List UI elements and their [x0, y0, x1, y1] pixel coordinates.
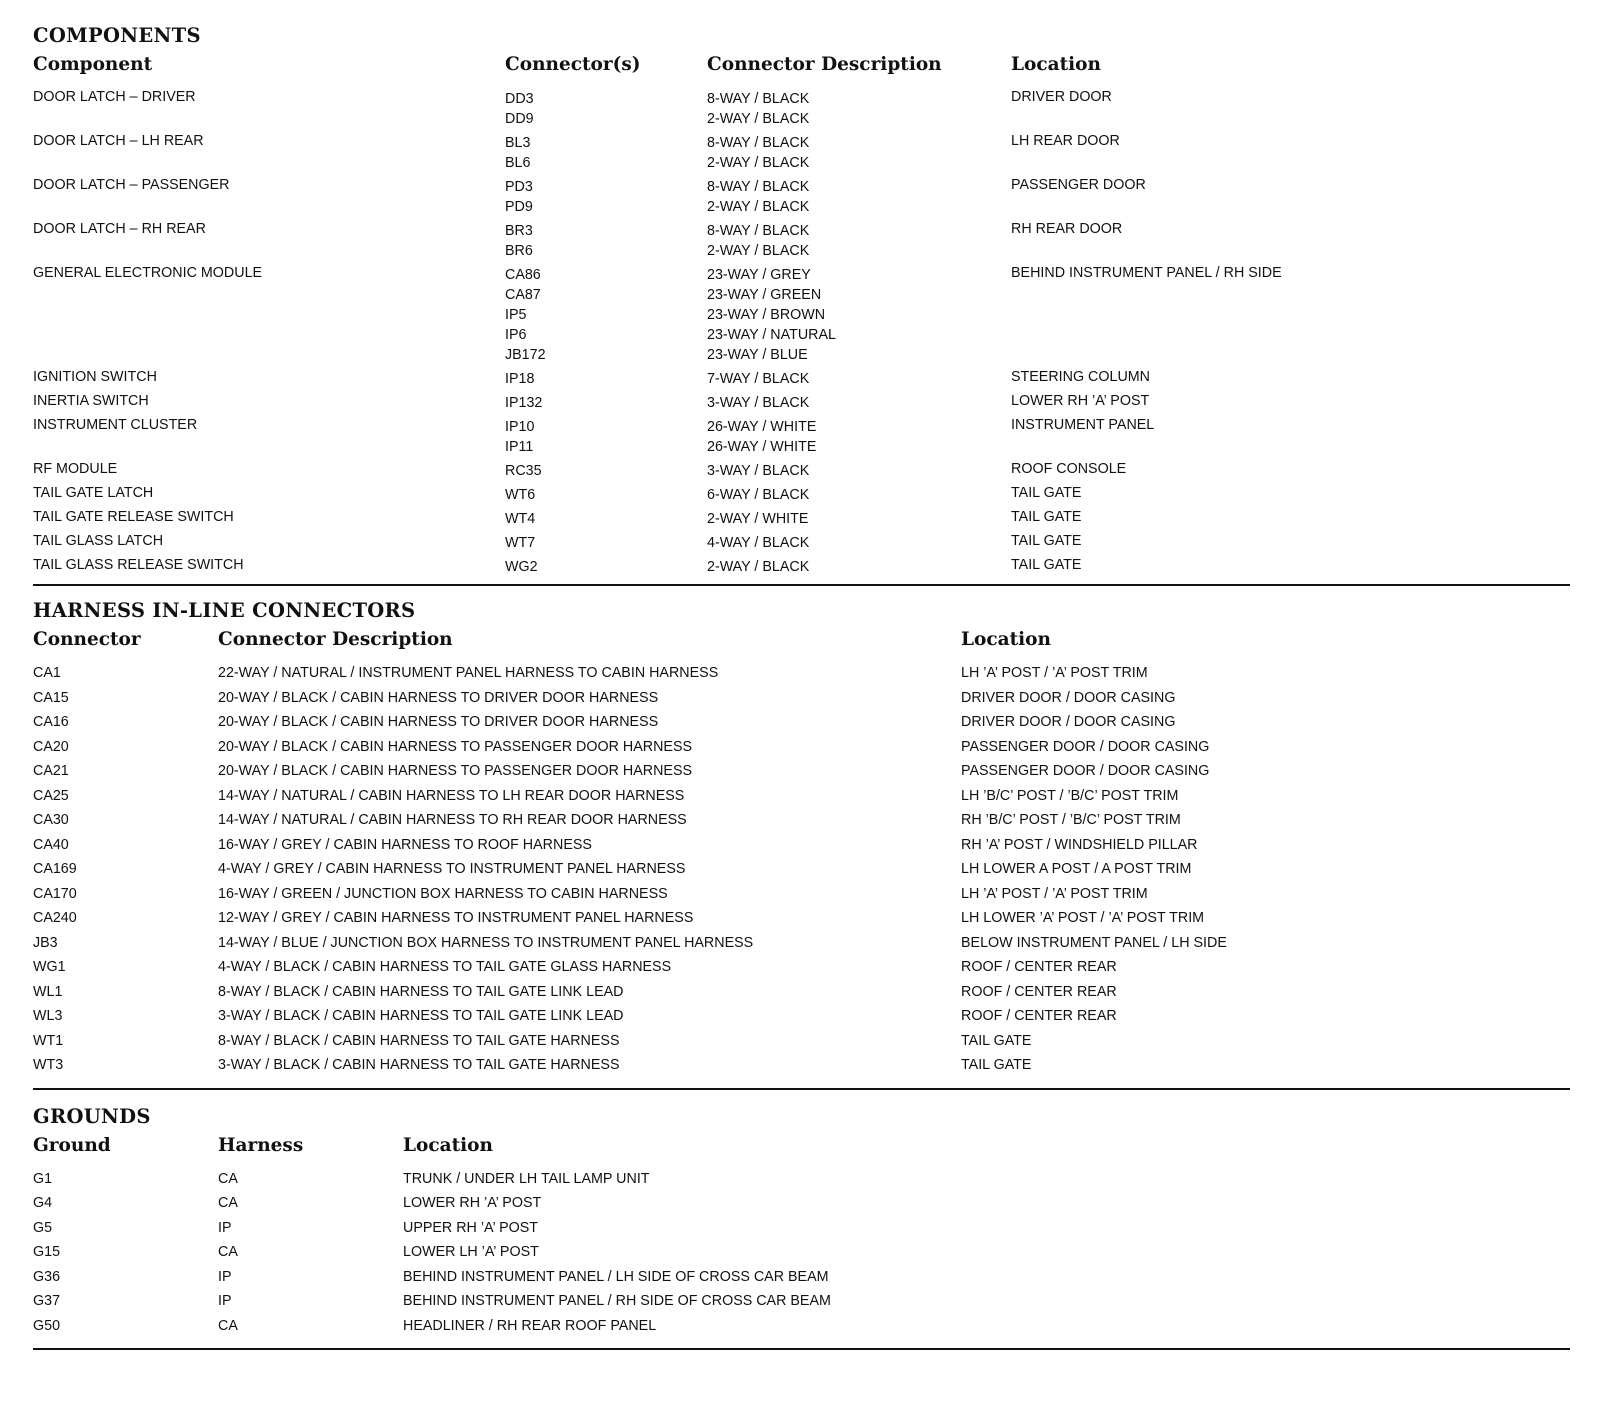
- connector-column-header: Connector: [33, 629, 141, 650]
- connector-description: 4-WAY / GREY / CABIN HARNESS TO INSTRUMENT PANEL HARNESS: [218, 861, 686, 877]
- description-list: [707, 485, 809, 505]
- connector-location: LH LOWER ’A’ POST / ’A’ POST TRIM: [961, 910, 1205, 926]
- connector-location: ROOF / CENTER REAR: [961, 1008, 1117, 1024]
- harness-row: [33, 1057, 1570, 1082]
- component-name: TAIL GATE LATCH: [33, 485, 154, 501]
- harness-row: [33, 910, 1570, 935]
- component-location: ROOF CONSOLE: [1011, 461, 1127, 477]
- connector-id: CA40: [33, 836, 69, 853]
- harness-row: [33, 812, 1570, 837]
- connector-id: IP6: [505, 327, 527, 343]
- component-name: INERTIA SWITCH: [33, 393, 149, 409]
- ground-location: UPPER RH ’A’ POST: [403, 1219, 539, 1236]
- connector-list: [505, 509, 535, 529]
- ground-row: [33, 1269, 1570, 1294]
- harness-row: [33, 935, 1570, 960]
- ground-location-column-header: Location: [403, 1134, 493, 1156]
- connector-description: 2-WAY / WHITE: [707, 511, 809, 527]
- description-list: [707, 265, 836, 365]
- location-column-header: Location: [1011, 54, 1101, 75]
- connector-description: 3-WAY / BLACK / CABIN HARNESS TO TAIL GATE HARNESS: [218, 1057, 620, 1073]
- connector-description: 23-WAY / GREY: [707, 267, 811, 283]
- grounds-title: GROUNDS: [33, 1104, 151, 1128]
- component-location: DRIVER DOOR: [1011, 89, 1112, 105]
- ground-location: LOWER RH ’A’ POST: [403, 1195, 542, 1211]
- connectors-column-header: Connector(s): [505, 54, 641, 75]
- connector-id: DD9: [505, 111, 534, 127]
- component-row: [33, 221, 1570, 265]
- connector-id: CA25: [33, 787, 69, 804]
- ground-location: TRUNK / UNDER LH TAIL LAMP UNIT: [403, 1170, 650, 1187]
- harness-row: [33, 837, 1570, 862]
- connector-list: [505, 557, 538, 577]
- harness-row: [33, 959, 1570, 984]
- component-name: GENERAL ELECTRONIC MODULE: [33, 265, 263, 281]
- component-name: IGNITION SWITCH: [33, 369, 157, 385]
- document-page: [33, 24, 1570, 1350]
- harness-table-body: [33, 665, 1570, 1082]
- ground-row: [33, 1220, 1570, 1245]
- connector-id: PD3: [505, 179, 533, 195]
- connector-description: 26-WAY / WHITE: [707, 439, 817, 455]
- component-location: LOWER RH ’A’ POST: [1011, 393, 1150, 409]
- harness-row: [33, 739, 1570, 764]
- ground-row: [33, 1244, 1570, 1269]
- component-location: TAIL GATE: [1011, 533, 1082, 549]
- connector-list: [505, 417, 534, 457]
- component-location: INSTRUMENT PANEL: [1011, 417, 1155, 433]
- connector-list: [505, 177, 533, 217]
- description-list: [707, 461, 809, 481]
- connector-list: [505, 369, 534, 389]
- connector-id: WT4: [505, 511, 536, 527]
- connector-description: 8-WAY / BLACK / CABIN HARNESS TO TAIL GATE LINK LEAD: [218, 983, 624, 1000]
- harness-title: HARNESS IN-LINE CONNECTORS: [33, 599, 416, 622]
- connector-id: WG1: [33, 959, 66, 975]
- ground-column-header: Ground: [33, 1134, 111, 1156]
- connector-id: WG2: [505, 559, 538, 575]
- ground-location: HEADLINER / RH REAR ROOF PANEL: [403, 1317, 657, 1334]
- connector-location: BELOW INSTRUMENT PANEL / LH SIDE: [961, 934, 1227, 951]
- component-row: [33, 133, 1570, 177]
- connector-id: CA15: [33, 689, 69, 706]
- connector-list: [505, 461, 542, 481]
- connector-id: JB3: [33, 934, 58, 951]
- components-title: COMPONENTS: [33, 24, 201, 47]
- ground-row: [33, 1293, 1570, 1318]
- component-location: RH REAR DOOR: [1011, 221, 1123, 237]
- connector-id: WT3: [33, 1057, 64, 1073]
- component-row: [33, 369, 1570, 393]
- component-row: [33, 177, 1570, 221]
- connector-description: 23-WAY / NATURAL: [707, 327, 836, 343]
- description-list: [707, 369, 809, 389]
- component-row: [33, 509, 1570, 533]
- ground-id: G5: [33, 1219, 53, 1236]
- connector-description: 8-WAY / BLACK: [707, 223, 810, 239]
- connector-list: [505, 533, 535, 553]
- connector-id: PD9: [505, 199, 533, 215]
- connector-id: CA86: [505, 267, 541, 283]
- component-location: PASSENGER DOOR: [1011, 177, 1146, 193]
- connector-id: CA21: [33, 763, 69, 779]
- connector-location: DRIVER DOOR / DOOR CASING: [961, 689, 1176, 706]
- connector-description: 14-WAY / NATURAL / CABIN HARNESS TO RH REAR DOOR HARNESS: [218, 812, 687, 828]
- component-row: [33, 417, 1570, 461]
- connector-id: IP5: [505, 307, 527, 323]
- ground-location: LOWER LH ’A’ POST: [403, 1244, 539, 1260]
- connector-description: 16-WAY / GREY / CABIN HARNESS TO ROOF HARNESS: [218, 836, 592, 853]
- ground-harness: IP: [218, 1268, 232, 1285]
- description-list: [707, 89, 809, 129]
- connector-location: LH ’B/C’ POST / ’B/C’ POST TRIM: [961, 787, 1179, 804]
- component-row: [33, 265, 1570, 369]
- harness-description-column-header: Connector Description: [218, 629, 453, 650]
- component-name: TAIL GATE RELEASE SWITCH: [33, 509, 234, 525]
- connector-list: [505, 133, 530, 173]
- connector-description: 6-WAY / BLACK: [707, 487, 810, 503]
- connector-id: CA240: [33, 910, 77, 926]
- connector-id: BR3: [505, 223, 533, 239]
- component-name: DOOR LATCH – PASSENGER: [33, 177, 230, 193]
- ground-location: BEHIND INSTRUMENT PANEL / RH SIDE OF CROSS CAR BEAM: [403, 1293, 831, 1309]
- description-list: [707, 221, 809, 261]
- components-header-row: [33, 48, 1570, 82]
- connector-description: 2-WAY / BLACK: [707, 111, 810, 127]
- connector-id: BR6: [505, 243, 533, 259]
- ground-row: [33, 1171, 1570, 1196]
- connector-id: JB172: [505, 347, 546, 363]
- components-table-body: [33, 89, 1570, 581]
- connector-id: IP11: [505, 439, 534, 455]
- connector-description: 4-WAY / BLACK: [707, 535, 810, 551]
- description-list: [707, 177, 809, 217]
- connector-location: PASSENGER DOOR / DOOR CASING: [961, 738, 1210, 755]
- connector-location: ROOF / CENTER REAR: [961, 983, 1117, 1000]
- harness-row: [33, 665, 1570, 690]
- connector-location: ROOF / CENTER REAR: [961, 959, 1117, 975]
- ground-id: G15: [33, 1244, 61, 1260]
- component-name: RF MODULE: [33, 461, 118, 477]
- description-list: [707, 509, 808, 529]
- component-row: [33, 461, 1570, 485]
- connector-description: 4-WAY / BLACK / CABIN HARNESS TO TAIL GATE GLASS HARNESS: [218, 959, 672, 975]
- component-name: TAIL GLASS LATCH: [33, 533, 164, 549]
- connector-location: LH ’A’ POST / ’A’ POST TRIM: [961, 885, 1148, 902]
- harness-row: [33, 861, 1570, 886]
- connector-description: 20-WAY / BLACK / CABIN HARNESS TO PASSENGER DOOR HARNESS: [218, 738, 693, 755]
- ground-location: BEHIND INSTRUMENT PANEL / LH SIDE OF CROSS CAR BEAM: [403, 1268, 829, 1285]
- ground-id: G36: [33, 1268, 61, 1285]
- harness-row: [33, 1033, 1570, 1058]
- harness-column-header: Harness: [218, 1134, 304, 1156]
- connector-description: 2-WAY / BLACK: [707, 155, 810, 171]
- connector-id: WL3: [33, 1008, 63, 1024]
- connector-id: DD3: [505, 91, 534, 107]
- description-list: [707, 533, 809, 553]
- connector-description: 20-WAY / BLACK / CABIN HARNESS TO DRIVER DOOR HARNESS: [218, 714, 659, 730]
- component-row: [33, 393, 1570, 417]
- component-location: TAIL GATE: [1011, 485, 1082, 501]
- connector-id: CA169: [33, 861, 77, 877]
- ground-id: G37: [33, 1293, 61, 1309]
- description-list: [707, 417, 816, 457]
- connector-location: RH ’A’ POST / WINDSHIELD PILLAR: [961, 836, 1198, 853]
- connector-description: 23-WAY / BROWN: [707, 307, 826, 323]
- connector-description: 20-WAY / BLACK / CABIN HARNESS TO PASSENGER DOOR HARNESS: [218, 763, 693, 779]
- connector-description: 23-WAY / GREEN: [707, 287, 822, 303]
- connector-id: BL6: [505, 155, 531, 171]
- section-divider: [33, 1348, 1570, 1350]
- ground-harness: CA: [218, 1170, 238, 1187]
- description-list: [707, 557, 809, 577]
- connector-description: 23-WAY / BLUE: [707, 347, 808, 363]
- connector-description: 12-WAY / GREY / CABIN HARNESS TO INSTRUMENT PANEL HARNESS: [218, 910, 694, 926]
- connector-list: [505, 393, 542, 413]
- connector-description: 3-WAY / BLACK / CABIN HARNESS TO TAIL GATE LINK LEAD: [218, 1008, 624, 1024]
- connector-id: CA20: [33, 738, 69, 755]
- connector-description: 2-WAY / BLACK: [707, 199, 810, 215]
- connector-description: 26-WAY / WHITE: [707, 419, 817, 435]
- connector-description: 20-WAY / BLACK / CABIN HARNESS TO DRIVER DOOR HARNESS: [218, 689, 659, 706]
- component-name: DOOR LATCH – LH REAR: [33, 133, 204, 149]
- component-name: DOOR LATCH – RH REAR: [33, 221, 206, 237]
- connector-id: WL1: [33, 983, 63, 1000]
- component-location: TAIL GATE: [1011, 557, 1082, 573]
- harness-row: [33, 714, 1570, 739]
- ground-harness: CA: [218, 1195, 238, 1211]
- connector-description-column-header: Connector Description: [707, 54, 942, 75]
- connector-id: BL3: [505, 135, 531, 151]
- connector-id: CA1: [33, 665, 61, 681]
- ground-harness: IP: [218, 1293, 232, 1309]
- connector-description: 8-WAY / BLACK: [707, 135, 810, 151]
- connector-location: TAIL GATE: [961, 1057, 1032, 1073]
- connector-description: 3-WAY / BLACK: [707, 395, 810, 411]
- connector-id: WT6: [505, 487, 536, 503]
- component-column-header: Component: [33, 54, 153, 75]
- harness-row: [33, 788, 1570, 813]
- component-name: INSTRUMENT CLUSTER: [33, 417, 198, 433]
- ground-row: [33, 1318, 1570, 1343]
- harness-header-row: [33, 623, 1570, 657]
- component-row: [33, 533, 1570, 557]
- component-row: [33, 485, 1570, 509]
- connector-description: 22-WAY / NATURAL / INSTRUMENT PANEL HARNESS TO CABIN HARNESS: [218, 665, 719, 681]
- harness-location-column-header: Location: [961, 629, 1051, 650]
- harness-row: [33, 1008, 1570, 1033]
- connector-location: LH LOWER A POST / A POST TRIM: [961, 861, 1192, 877]
- connector-description: 8-WAY / BLACK / CABIN HARNESS TO TAIL GATE HARNESS: [218, 1032, 620, 1049]
- component-location: LH REAR DOOR: [1011, 133, 1120, 149]
- connector-location: PASSENGER DOOR / DOOR CASING: [961, 763, 1210, 779]
- connector-description: 14-WAY / BLUE / JUNCTION BOX HARNESS TO INSTRUMENT PANEL HARNESS: [218, 934, 754, 951]
- connector-description: 8-WAY / BLACK: [707, 91, 810, 107]
- connector-description: 7-WAY / BLACK: [707, 371, 810, 387]
- harness-row: [33, 984, 1570, 1009]
- ground-id: G50: [33, 1317, 61, 1334]
- ground-id: G1: [33, 1170, 53, 1187]
- connector-list: [505, 221, 533, 261]
- connector-id: CA87: [505, 287, 541, 303]
- connector-id: CA30: [33, 812, 69, 828]
- ground-harness: CA: [218, 1317, 238, 1334]
- connector-location: DRIVER DOOR / DOOR CASING: [961, 714, 1176, 730]
- component-name: DOOR LATCH – DRIVER: [33, 89, 196, 105]
- grounds-header-row: [33, 1129, 1570, 1163]
- connector-location: RH ’B/C’ POST / ’B/C’ POST TRIM: [961, 812, 1181, 828]
- connector-description: 16-WAY / GREEN / JUNCTION BOX HARNESS TO CABIN HARNESS: [218, 885, 668, 902]
- component-row: [33, 89, 1570, 133]
- ground-id: G4: [33, 1195, 53, 1211]
- connector-list: [505, 265, 546, 365]
- connector-description: 3-WAY / BLACK: [707, 463, 810, 479]
- ground-harness: IP: [218, 1219, 232, 1236]
- component-location: BEHIND INSTRUMENT PANEL / RH SIDE: [1011, 265, 1282, 281]
- grounds-table-body: [33, 1171, 1570, 1343]
- connector-description: 2-WAY / BLACK: [707, 243, 810, 259]
- ground-row: [33, 1195, 1570, 1220]
- connector-description: 2-WAY / BLACK: [707, 559, 810, 575]
- connector-list: [505, 89, 534, 129]
- connector-location: TAIL GATE: [961, 1032, 1032, 1049]
- description-list: [707, 393, 809, 413]
- component-location: TAIL GATE: [1011, 509, 1082, 525]
- harness-row: [33, 763, 1570, 788]
- connector-id: IP18: [505, 371, 535, 387]
- connector-description: 8-WAY / BLACK: [707, 179, 810, 195]
- connector-id: CA16: [33, 714, 69, 730]
- component-location: STEERING COLUMN: [1011, 369, 1151, 385]
- connector-id: RC35: [505, 463, 542, 479]
- harness-row: [33, 690, 1570, 715]
- harness-row: [33, 886, 1570, 911]
- connector-list: [505, 485, 535, 505]
- component-row: [33, 557, 1570, 581]
- ground-harness: CA: [218, 1244, 238, 1260]
- description-list: [707, 133, 809, 173]
- connector-id: CA170: [33, 885, 77, 902]
- component-name: TAIL GLASS RELEASE SWITCH: [33, 557, 244, 573]
- connector-id: WT7: [505, 535, 536, 551]
- connector-description: 14-WAY / NATURAL / CABIN HARNESS TO LH REAR DOOR HARNESS: [218, 787, 685, 804]
- connector-location: LH ’A’ POST / ’A’ POST TRIM: [961, 665, 1148, 681]
- connector-id: IP10: [505, 419, 535, 435]
- connector-id: IP132: [505, 395, 543, 411]
- connector-id: WT1: [33, 1032, 64, 1049]
